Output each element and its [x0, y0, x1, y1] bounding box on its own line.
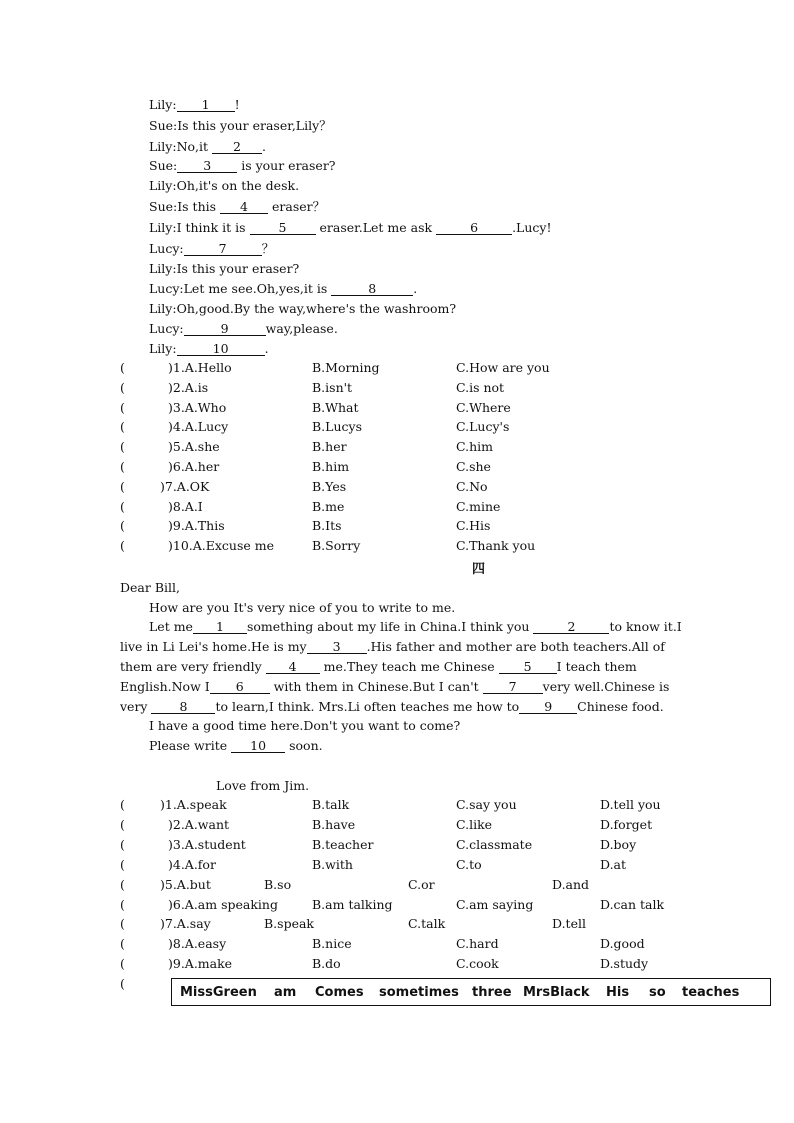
blank[interactable]: 4	[220, 200, 268, 214]
dialogue-line-7: Lily:I think it is 5 eraser.Let me ask 6 .Lucy!	[149, 220, 552, 235]
dialogue-text: Lily:Oh,good.By the way,where's the washroom?	[149, 301, 457, 316]
answer-paren: (	[120, 856, 125, 872]
option-a: )5.A.but	[160, 876, 211, 892]
option-c: C.is not	[456, 379, 505, 395]
answer-paren: (	[120, 360, 125, 375]
answer-paren: (	[120, 399, 125, 415]
dialogue-text: Lily:Is this your eraser?	[149, 261, 300, 276]
section-heading: 四	[472, 562, 486, 577]
answer-paren: (	[120, 498, 125, 514]
word-box-item: am	[274, 985, 297, 1000]
blank[interactable]: 3	[177, 159, 237, 173]
dialogue-text: Lily:No,it	[149, 139, 213, 154]
dialogue-line-2	[149, 118, 332, 134]
option-a: )6.A.her	[168, 459, 220, 474]
option-c: C.she	[456, 459, 491, 474]
answer-paren: (	[120, 956, 125, 972]
letter-line: English.Now I 6 with them in Chinese.But I can't 7 very well.Chinese is	[120, 679, 670, 694]
option-b: B.Yes	[312, 478, 347, 494]
dialogue-line-11	[149, 301, 456, 317]
dialogue-text: Lucy:	[149, 321, 184, 336]
option-b: B.am talking	[312, 896, 393, 912]
option-d: D.at	[600, 856, 627, 872]
option-a: )7.A.OK	[160, 478, 210, 494]
option-c: C.talk	[408, 916, 446, 932]
option-c: C.His	[456, 518, 491, 534]
option-a: )4.A.for	[168, 856, 216, 872]
dialogue-line-6: Sue:Is this 4 eraser？	[149, 199, 326, 214]
blank[interactable]: 7	[483, 680, 543, 694]
option-a: )2.A.is	[168, 379, 209, 395]
word-box-item: MissGreen	[180, 985, 257, 1000]
option-b: B.Morning	[312, 360, 380, 375]
blank[interactable]: 2	[212, 140, 262, 154]
word-box-item: so	[649, 985, 666, 1000]
option-d: D.and	[552, 876, 590, 892]
letter-line: live in Li Lei's home.He is my 3 .His father and mother are both teachers.All of	[120, 639, 665, 654]
option-c: C.or	[408, 876, 435, 892]
dialogue-text: Lucy:	[149, 241, 184, 256]
answer-paren: (	[120, 478, 125, 494]
answer-paren: (	[120, 439, 125, 455]
option-b: B.talk	[312, 797, 350, 812]
option-b: B.speak	[264, 916, 314, 932]
dialogue-text: Lily:I think it is	[149, 220, 250, 235]
blank[interactable]: 10	[177, 342, 265, 356]
dialogue-text: Sue:Is this	[149, 199, 221, 214]
option-d: D.can talk	[600, 896, 665, 912]
option-c: C.like	[456, 816, 493, 832]
option-c: C.How are you	[456, 360, 550, 375]
option-a: )8.A.easy	[168, 936, 227, 952]
dialogue-line-4: Sue: 3 is your eraser?	[149, 158, 336, 173]
dialogue-line-10: Lucy:Let me see.Oh,yes,it is 8 .	[149, 281, 418, 296]
option-c: C.Lucy's	[456, 419, 510, 435]
letter-line: How are you It's very nice of you to write to me.	[149, 600, 456, 615]
option-c: C.hard	[456, 936, 499, 952]
dialogue-text: Lily:Oh,it's on the desk.	[149, 178, 300, 193]
option-b: B.with	[312, 856, 353, 872]
option-b: B.isn't	[312, 379, 353, 395]
option-d: D.good	[600, 936, 645, 952]
option-b: B.him	[312, 459, 350, 474]
dialogue-text: Sue:	[149, 158, 178, 173]
answer-paren: (	[120, 876, 125, 892]
word-box-item: MrsBlack	[523, 985, 590, 1000]
blank[interactable]: 1	[193, 620, 247, 634]
blank[interactable]: 9	[184, 322, 266, 336]
option-a: )7.A.say	[160, 916, 211, 932]
dialogue-line-13: Lily: 10 .	[149, 341, 269, 356]
option-d: D.boy	[600, 836, 637, 852]
option-a: )3.A.student	[168, 836, 246, 852]
word-box-item: Comes	[315, 985, 364, 1000]
letter-line: them are very friendly 4 me.They teach me Chinese 5 I teach them	[120, 659, 637, 674]
answer-paren: (	[120, 896, 125, 912]
option-c: C.Where	[456, 399, 511, 415]
dialogue-text: Lily:	[149, 97, 177, 112]
answer-paren: (	[120, 518, 125, 534]
option-b: B.me	[312, 498, 345, 514]
blank[interactable]: 3	[307, 640, 367, 654]
option-c: C.Thank you	[456, 538, 536, 554]
answer-paren: (	[120, 816, 125, 832]
answer-paren: (	[120, 538, 125, 554]
blank[interactable]: 5	[499, 660, 557, 674]
answer-paren: (	[120, 976, 125, 991]
option-c: C.to	[456, 856, 482, 872]
option-c: C.mine	[456, 498, 501, 514]
word-box-item: teaches	[682, 985, 740, 1000]
answer-paren: (	[120, 379, 125, 395]
answer-paren: (	[120, 797, 125, 812]
dialogue-line-5	[149, 178, 299, 194]
answer-paren: (	[120, 916, 125, 932]
answer-paren: (	[120, 936, 125, 952]
blank[interactable]: 6	[210, 680, 270, 694]
option-d: D.forget	[600, 816, 653, 832]
blank[interactable]: 8	[331, 282, 413, 296]
dialogue-line-8: Lucy: 7 ？	[149, 241, 275, 256]
letter-line: very 8 to learn,I think. Mrs.Li often teaches me how to 9 Chinese food.	[120, 699, 664, 714]
option-b: B.have	[312, 816, 356, 832]
option-b: B.Its	[312, 518, 342, 534]
option-b: B.Sorry	[312, 538, 361, 554]
dialogue-line-1: Lily: 1 !	[149, 97, 240, 112]
option-b: B.What	[312, 399, 359, 415]
option-b: B.her	[312, 439, 347, 455]
option-b: B.nice	[312, 936, 352, 952]
option-a: )2.A.want	[168, 816, 230, 832]
option-a: )4.A.Lucy	[168, 419, 229, 435]
option-a: )5.A.she	[168, 439, 220, 455]
blank[interactable]: 10	[231, 739, 285, 753]
option-c: C.No	[456, 478, 488, 494]
blank[interactable]: 6	[436, 221, 512, 235]
word-box-item: three	[472, 985, 512, 1000]
blank[interactable]: 7	[184, 242, 262, 256]
option-d: D.tell	[552, 916, 586, 932]
option-c: C.say you	[456, 797, 517, 812]
blank[interactable]: 1	[177, 98, 235, 112]
option-b: B.teacher	[312, 836, 374, 852]
option-b: B.Lucys	[312, 419, 362, 435]
option-a: )3.A.Who	[168, 399, 227, 415]
answer-paren: (	[120, 459, 125, 474]
blank[interactable]: 8	[151, 700, 215, 714]
letter-signoff: Love from Jim.	[216, 778, 310, 793]
option-c: C.cook	[456, 956, 499, 972]
word-box-item: sometimes	[379, 985, 459, 1000]
option-c: C.classmate	[456, 836, 533, 852]
option-a: )8.A.I	[168, 498, 203, 514]
option-c: C.him	[456, 439, 493, 455]
word-box	[171, 978, 771, 1006]
answer-paren: (	[120, 419, 125, 435]
option-a: )10.A.Excuse me	[168, 538, 275, 554]
option-b: B.so	[264, 876, 292, 892]
answer-paren: (	[120, 836, 125, 852]
dialogue-text: Lucy:Let me see.Oh,yes,it is	[149, 281, 332, 296]
letter-greeting: Dear Bill,	[120, 580, 180, 595]
letter-line: Please write 10 soon.	[149, 738, 323, 753]
letter-line: Let me 1 something about my life in China.I think you 2 to know it.I	[149, 619, 682, 634]
option-a: )9.A.make	[168, 956, 233, 972]
dialogue-line-12: Lucy: 9 way,please.	[149, 321, 338, 336]
option-a: )6.A.am speaking	[168, 896, 278, 912]
word-box-item: His	[606, 985, 630, 1000]
option-a: )1.A.speak	[160, 797, 227, 812]
blank[interactable]: 2	[533, 620, 609, 634]
option-a: )1.A.Hello	[168, 360, 232, 375]
dialogue-text: Lily:	[149, 341, 177, 356]
dialogue-line-3: Lily:No,it 2 .	[149, 139, 266, 154]
option-a: )9.A.This	[168, 518, 225, 534]
dialogue-line-9	[149, 261, 299, 277]
letter-line: I have a good time here.Don't you want to come?	[149, 718, 461, 733]
option-c: C.am saying	[456, 896, 534, 912]
option-b: B.do	[312, 956, 341, 972]
option-d: D.study	[600, 956, 649, 972]
blank[interactable]: 5	[250, 221, 316, 235]
dialogue-text: Sue:Is this your eraser,Lily？	[149, 118, 332, 133]
blank[interactable]: 4	[266, 660, 320, 674]
option-d: D.tell you	[600, 797, 661, 812]
blank[interactable]: 9	[519, 700, 577, 714]
